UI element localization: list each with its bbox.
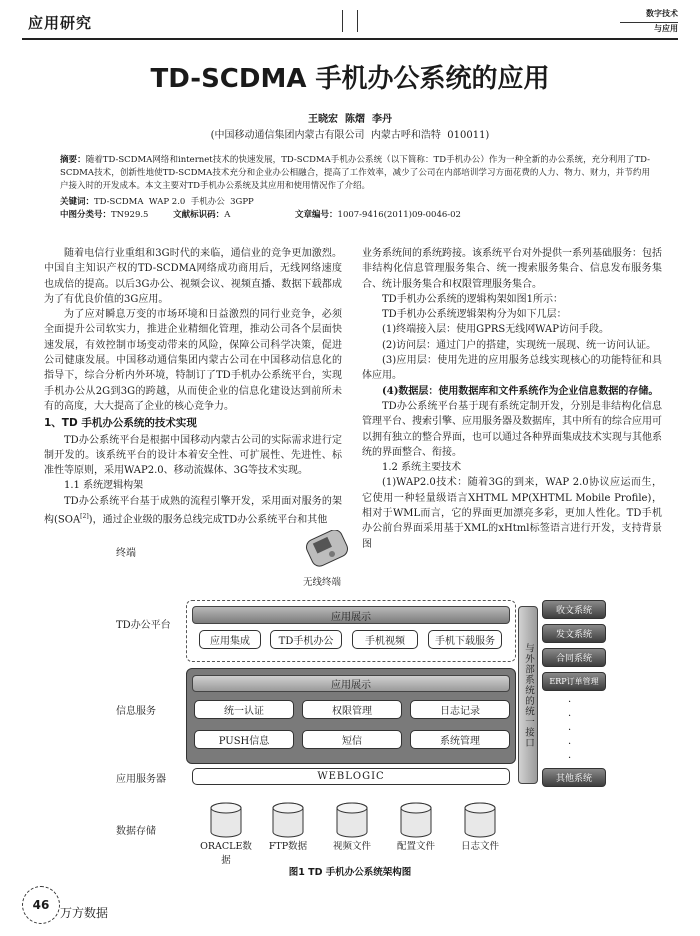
info-item-sys-manage: 系统管理: [410, 730, 510, 749]
abstract-label: 摘要：: [60, 155, 86, 165]
keywords-text: TD-SCDMA WAP 2.0 手机办公 3GPP: [94, 197, 254, 207]
authors: 王晓宏 陈熠 李丹: [308, 114, 392, 125]
classification-line: [60, 209, 650, 222]
right-paragraph-5: (2)访问层：通过门户的搭建，实现统一展现、统一访问认证。: [382, 339, 657, 351]
right-paragraph-8: TD办公系统平台基于现有系统定制开发，分别是非结构化信息管理平台、搜索引擎、应用服务器及数据库，其中所有的综合应用可以拥有独立的整合界面，也可以通过各种界面集成技术实现与其他系统的界面整合、衔接。: [362, 400, 662, 458]
ext-system-ellipsis-dots: · · · · ·: [568, 697, 572, 764]
ext-system-receiving: 收文系统: [542, 600, 606, 619]
keywords-label: 关键词：: [60, 197, 95, 207]
storage-oracle-label: ORACLE数据: [200, 841, 252, 866]
row-label-storage: 数据存储: [116, 826, 156, 837]
header-rule: [22, 38, 678, 40]
database-icon: [335, 802, 369, 838]
class-label: 中图分类号：: [60, 210, 112, 220]
info-item-unified-auth: 统一认证: [194, 700, 294, 719]
external-interface-label: 与外部系统的统一接口: [523, 642, 534, 748]
subsection-heading-1-2: 1.2 系统主要技术: [382, 462, 462, 474]
id-label: 文章编号：: [295, 210, 338, 220]
platform-item-mobile-download: 手机下载服务: [428, 630, 502, 649]
mobile-phone-icon: [300, 530, 356, 570]
info-item-sms: 短信: [302, 730, 402, 749]
right-paragraph-9: (1)WAP2.0技术：随着3G的到来，WAP 2.0协议应运而生，它使用一种轻量级语言XHTML MP(XHTML Mobile Profile)，相对于WML而言，它的界面更加漂亮多彩，更加人性化。TD手机办公前台界面采用基于XML的xHtml标签语言进行开发，支持背景图: [362, 477, 662, 550]
page-number-badge: [22, 886, 60, 924]
row-label-terminal: 终端: [116, 548, 136, 559]
storage-log-label: 日志文件: [460, 841, 499, 852]
right-paragraph-1: 业务系统间的系统跨接。该系统平台对外提供一系列基础服务：包括非结构化信息管理服务集合、统一搜索服务集合、信息发布服务集合、统计服务集合和权限管理服务集合。: [362, 248, 662, 290]
citation-ref: [2]: [80, 513, 89, 521]
right-paragraph-7: (4)数据层：使用数据库和文件系统作为企业信息数据的存储。: [382, 385, 659, 397]
storage-ftp: [258, 802, 318, 852]
left-column: [44, 246, 342, 528]
page-number: 46: [32, 898, 50, 912]
database-icon: [399, 802, 433, 838]
left-paragraph-2: 为了应对瞬息万变的市场环境和日益激烈的同行业竞争，必须全面提升公司软实力，推进企业精细化管理，推动公司各个层面快速发展，有效控制市场变动带来的风险，保障公司科学决策，促进公司健康发展。中国移动通信集团内蒙古公司在中国移动信息化的指导下，综合分析内外环境，特制订了TD手机办公系统平台，实现手机办公从2G到3G的跨越，从而使企业的信息化建设达到前所未有的高度，大大提高了企业的核心竞争力。: [44, 309, 342, 412]
affiliation: (中国移动通信集团内蒙古有限公司 内蒙古呼和浩特 010011): [210, 130, 490, 141]
header-divider-marks: [342, 10, 358, 32]
ext-system-erp: ERP订单管理: [542, 672, 606, 691]
storage-oracle: [196, 802, 256, 866]
external-interface-bar: [518, 606, 538, 784]
ext-system-sending: 发文系统: [542, 624, 606, 643]
article-title: TD-SCDMA 手机办公系统的应用: [150, 64, 550, 94]
journal-logo: [620, 8, 678, 36]
ext-system-other: 其他系统: [542, 768, 606, 787]
section-heading-1: 1、TD 手机办公系统的技术实现: [44, 417, 197, 430]
database-icon: [463, 802, 497, 838]
right-column: [362, 246, 662, 552]
abstract-text: 随着TD-SCDMA网络和internet技术的快速发展，TD-SCDMA手机办公系统（以下简称：TD手机办公）作为一种全新的办公系统，充分利用了TD-SCDMA技术，创新性地使TD-SCDMA技术充分和企业办公相融合，提高了工作效率，减少了公司在内部培训学习方面花费的人力、物力、财力，并节约用户接入时的开发成本。本文主要对TD手机办公系统及其应用和使用情况作了介绍。: [60, 155, 650, 191]
figure-caption: 图1 TD 手机办公系统架构图: [288, 867, 412, 878]
right-paragraph-4: (1)终端接入层：使用GPRS无线网WAP访问手段。: [382, 324, 609, 336]
class-value: TN929.5: [111, 210, 149, 220]
ext-system-contract: 合同系统: [542, 648, 606, 667]
database-icon: [271, 802, 305, 838]
logo-line2: 与应用: [620, 22, 678, 34]
storage-config-label: 配置文件: [396, 841, 435, 852]
doc-label: 文献标识码：: [173, 210, 225, 220]
info-item-push: PUSH信息: [194, 730, 294, 749]
platform-item-td-mobile-office: TD手机办公: [270, 630, 342, 649]
storage-log: [450, 802, 510, 852]
doc-value: A: [224, 210, 231, 220]
weblogic-bar: WEBLOGIC: [192, 768, 510, 785]
row-label-appserver: 应用服务器: [116, 774, 166, 785]
right-paragraph-2: TD手机办公系统的逻辑构架如图1所示：: [382, 293, 564, 305]
right-paragraph-6: (3)应用层：使用先进的应用服务总线实现核心的功能特征和具体应用。: [362, 355, 662, 382]
platform-app-display-bar: 应用展示: [192, 606, 510, 624]
info-app-display-bar: 应用展示: [192, 675, 510, 692]
left-paragraph-1: 随着电信行业重组和3G时代的来临，通信业的竞争更加激烈。中国自主知识产权的TD-SCDMA网络成功商用后，无线网络速度也成倍的提高。以后3G办公、视频会议、视频直播、数据下载都成为了有优良价值的3G应用。: [44, 248, 342, 305]
wireless-terminal-label: 无线终端: [303, 577, 342, 588]
platform-item-app-integration: 应用集成: [199, 630, 261, 649]
platform-item-mobile-video: 手机视频: [352, 630, 418, 649]
storage-video: [322, 802, 382, 852]
left-paragraph-4-text: TD办公系统平台基于成熟的流程引擎开发，采用面对服务的架构(SOA: [44, 495, 342, 526]
storage-video-label: 视频文件: [332, 841, 371, 852]
logo-line1: 数字技术: [646, 9, 678, 18]
storage-config: [386, 802, 446, 852]
row-label-platform: TD办公平台: [116, 620, 171, 631]
left-paragraph-4-rest: )，通过企业级的服务总线完成TD办公系统平台和其他: [88, 514, 328, 526]
section-label: 应用研究: [28, 14, 93, 32]
architecture-figure: [0, 530, 700, 880]
left-paragraph-4: [44, 494, 342, 528]
id-value: 1007-9416(2011)09-0046-02: [337, 210, 461, 220]
storage-ftp-label: FTP数据: [268, 841, 308, 852]
row-label-info: 信息服务: [116, 706, 156, 717]
database-icon: [209, 802, 243, 838]
right-paragraph-3: TD手机办公系统逻辑架构分为如下几层：: [382, 309, 567, 321]
abstract: [60, 154, 650, 193]
info-item-logging: 日志记录: [410, 700, 510, 719]
source-watermark: 万方数据: [60, 906, 109, 920]
subsection-heading-1-1: 1.1 系统逻辑构架: [64, 480, 144, 492]
info-item-permission: 权限管理: [302, 700, 402, 719]
keywords-line: [60, 196, 650, 209]
left-paragraph-3: TD办公系统平台是根据中国移动内蒙古公司的实际需求进行定制开发的。该系统平台的设计本着安全性、可扩展性、先进性、标准性等原则，采用WAP2.0、移动流媒体、3G等技术实现。: [44, 434, 342, 477]
